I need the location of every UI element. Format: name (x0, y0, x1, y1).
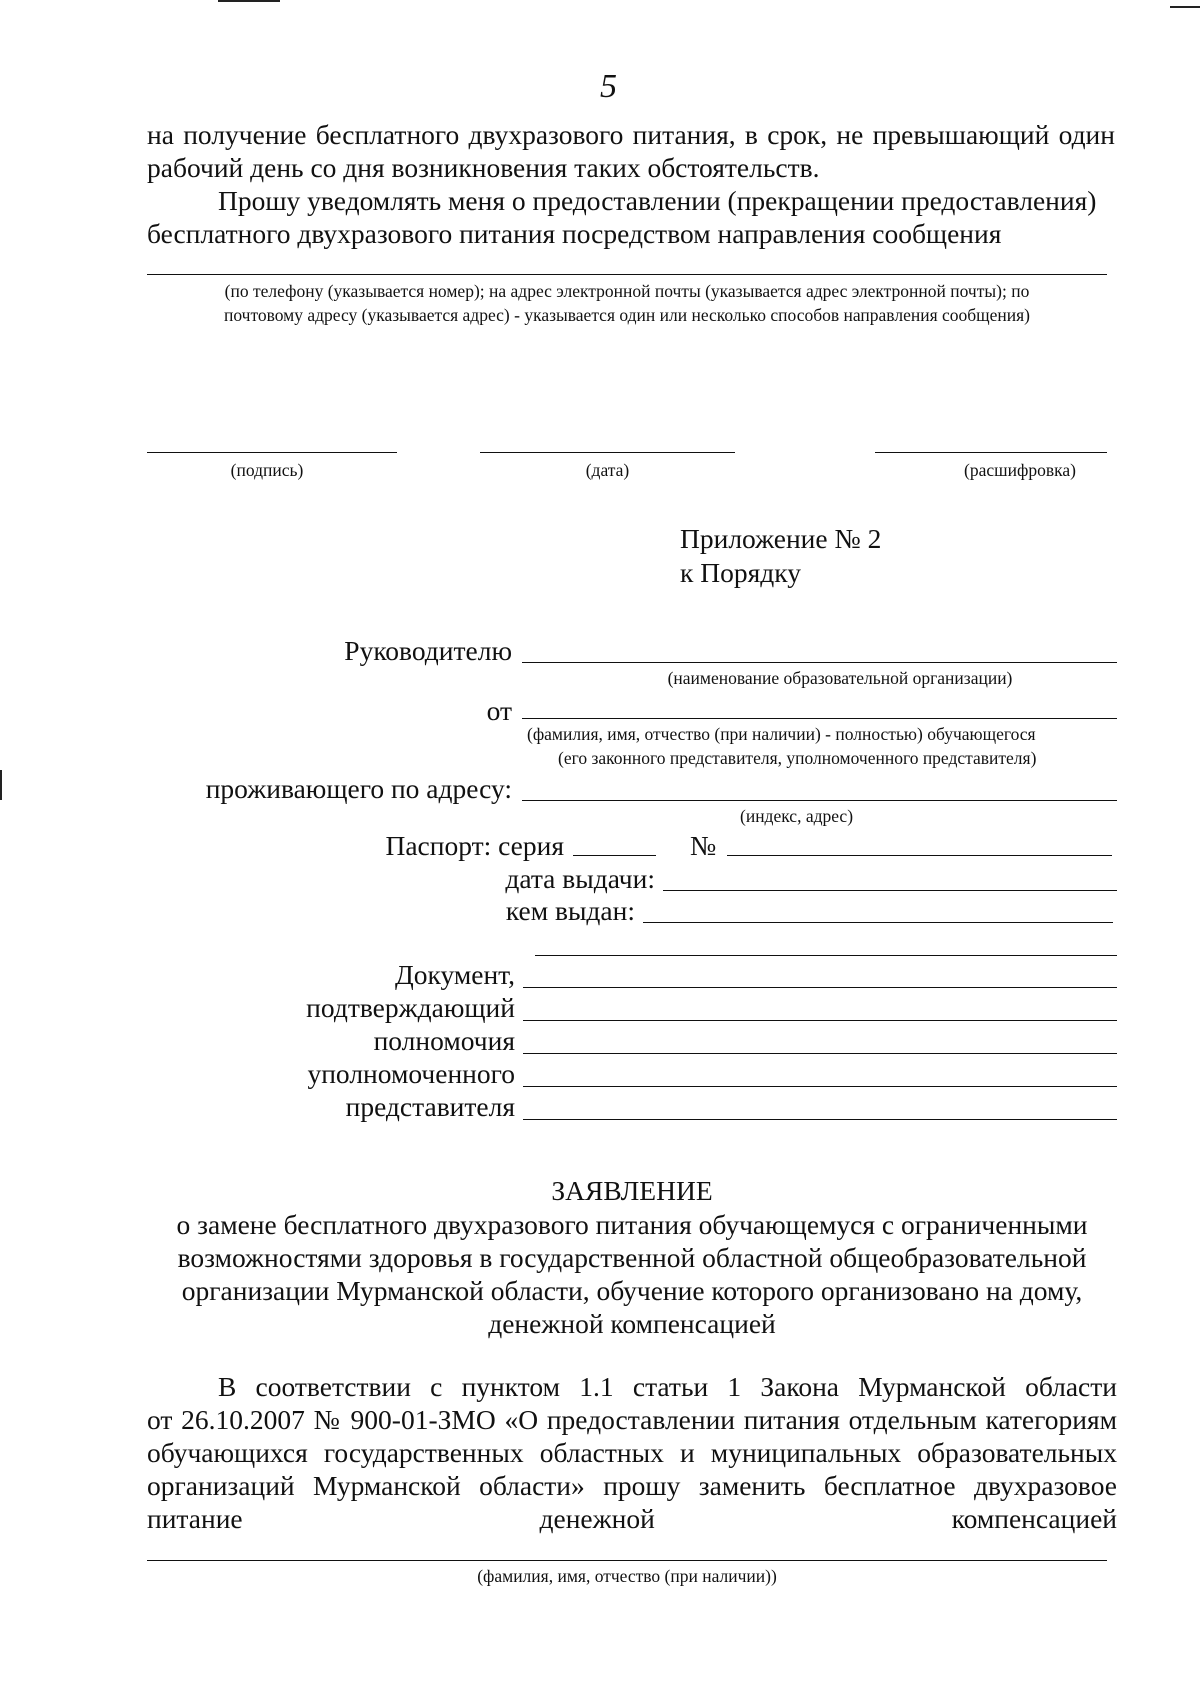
student-name-field[interactable] (147, 1560, 1107, 1561)
decoding-field[interactable] (875, 452, 1107, 453)
notify-line-1: Прошу уведомлять меня о предоставлении (прекращении предоставления) (218, 185, 1097, 216)
date-label: (дата) (585, 460, 630, 480)
statement-subtitle-2: возможностями здоровья в государственной областной общеобразовательной (177, 1242, 1087, 1273)
applicant-hint-2: (его законного представителя, уполномоченного представителя) (558, 748, 1037, 768)
address-label: проживающего по адресу: (205, 773, 512, 804)
intro-line-2: рабочий день со дня возникновения таких обстоятельств. (147, 152, 820, 183)
document-field-4[interactable] (523, 1086, 1117, 1087)
notify-hint-line-2: почтовому адресу (указывается адрес) - указывается один или несколько способов направления сообщения) (223, 305, 1031, 325)
scan-mark-top (218, 0, 280, 2)
document-field-1[interactable] (523, 987, 1117, 988)
date-field[interactable] (480, 452, 735, 453)
appendix-ref: к Порядку (680, 557, 801, 588)
issue-date-label: дата выдачи: (505, 863, 655, 894)
statement-body-3: обучающихся государственных областных и муниципальных образовательных (147, 1437, 1117, 1468)
document-field-5[interactable] (523, 1119, 1117, 1120)
document-line-3: полномочия (373, 1025, 515, 1056)
organization-hint: (наименование образовательной организации) (667, 668, 1013, 688)
scan-mark-top-right (1170, 6, 1200, 8)
statement-body-2: от 26.10.2007 № 900-01-ЗМО «О предоставлении питания отдельным категориям (147, 1404, 1117, 1435)
statement-subtitle-3: организации Мурманской области, обучение которого организовано на дому, (181, 1275, 1083, 1306)
signature-label: (подпись) (230, 460, 304, 480)
applicant-hint-1: (фамилия, имя, отчество (при наличии) - полностью) обучающегося (527, 724, 1036, 744)
organization-field[interactable] (522, 662, 1117, 663)
from-label: от (486, 695, 512, 726)
to-label: Руководителю (344, 635, 512, 666)
intro-line-1: на получение бесплатного двухразового питания, в срок, не превышающий один (147, 119, 1115, 150)
statement-title: ЗАЯВЛЕНИЕ (551, 1175, 713, 1206)
document-line-4: уполномоченного (307, 1058, 515, 1089)
document-line-1: Документ, (394, 959, 515, 990)
scan-mark-left (0, 770, 2, 800)
notify-hint-line-1: (по телефону (указывается номер); на адрес электронной почты (указывается адрес электронной почты); по (224, 281, 1030, 301)
passport-number-sign: № (690, 830, 717, 861)
statement-subtitle-4: денежной компенсацией (488, 1308, 776, 1339)
issued-by-field-2[interactable] (535, 955, 1117, 956)
issue-date-field[interactable] (663, 890, 1117, 891)
passport-label: Паспорт: серия (385, 830, 564, 861)
issued-by-label: кем выдан: (505, 895, 635, 926)
document-line-2: подтверждающий (306, 992, 515, 1023)
document-line-5: представителя (345, 1091, 515, 1122)
document-field-2[interactable] (523, 1020, 1117, 1021)
notify-line-2: бесплатного двухразового питания посредством направления сообщения (147, 218, 1002, 249)
issued-by-field-1[interactable] (643, 922, 1113, 923)
signature-field[interactable] (147, 452, 397, 453)
page-number: 5 (600, 68, 617, 105)
passport-number-field[interactable] (727, 855, 1112, 856)
passport-series-field[interactable] (573, 855, 656, 856)
applicant-name-field[interactable] (522, 718, 1117, 719)
notify-method-field[interactable] (147, 274, 1107, 275)
decoding-label: (расшифровка) (964, 460, 1076, 480)
appendix-number: Приложение № 2 (680, 523, 882, 554)
statement-body-1: В соответствии с пунктом 1.1 статьи 1 Закона Мурманской области (218, 1371, 1117, 1402)
statement-body-4: организаций Мурманской области» прошу заменить бесплатное двухразовое (147, 1470, 1117, 1501)
student-name-hint: (фамилия, имя, отчество (при наличии)) (477, 1566, 777, 1586)
statement-body-5: питание денежной компенсацией (147, 1503, 1117, 1534)
address-field[interactable] (522, 800, 1117, 801)
address-hint: (индекс, адрес) (740, 806, 854, 826)
document-field-3[interactable] (523, 1053, 1117, 1054)
statement-subtitle-1: о замене бесплатного двухразового питания обучающемуся с ограниченными (176, 1209, 1088, 1240)
